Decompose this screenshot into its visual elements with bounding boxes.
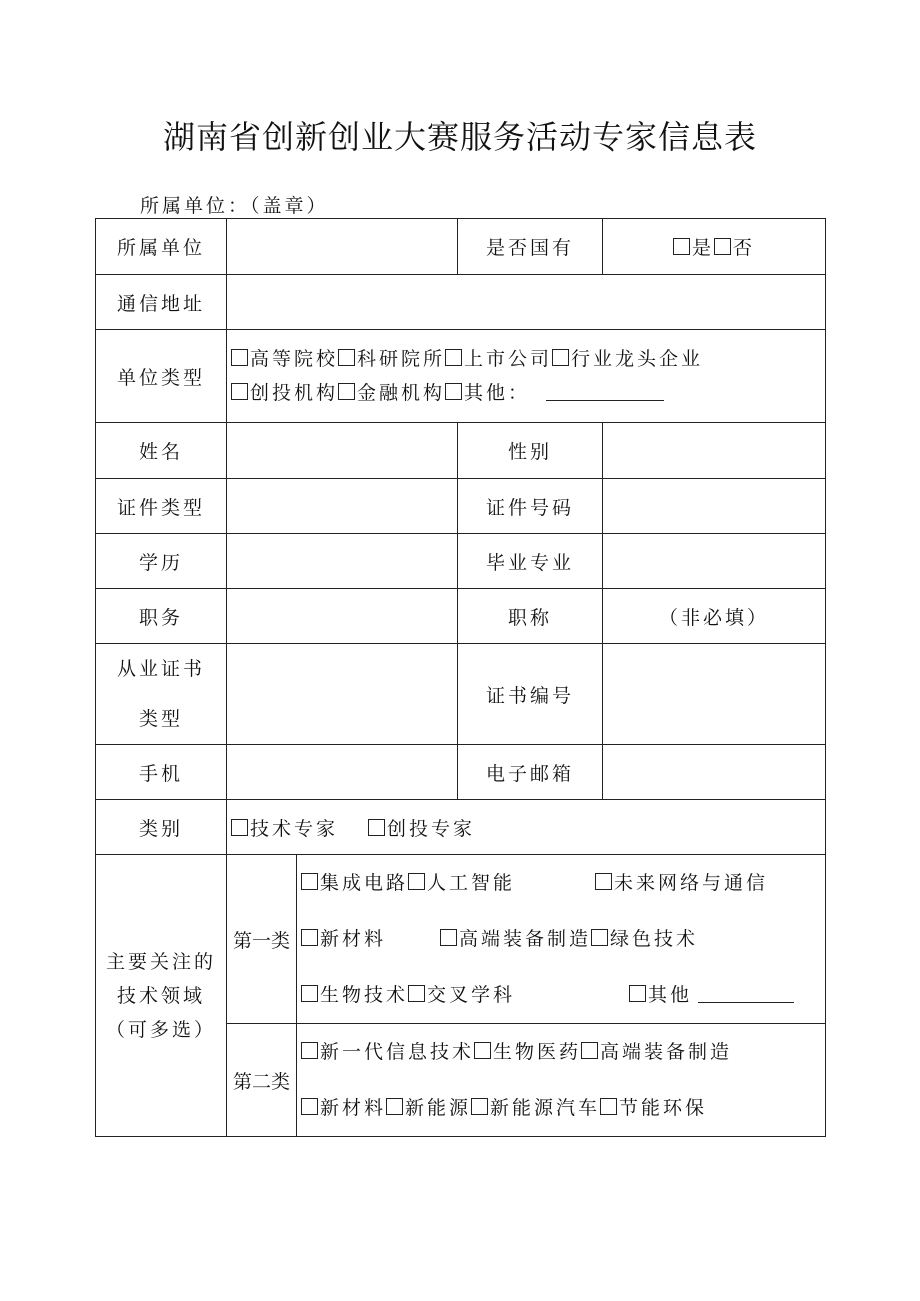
other-blank[interactable]	[546, 384, 664, 401]
option-label: 未来网络与通信	[614, 872, 769, 894]
checkbox[interactable]	[231, 349, 248, 366]
checkbox[interactable]	[440, 929, 457, 946]
label-name: 姓名	[96, 423, 227, 479]
option-label: 科研院所	[357, 348, 446, 370]
option-label: 高端装备制造	[459, 928, 592, 950]
row-focus-class1	[96, 855, 826, 1024]
option-label: 创投机构	[250, 382, 339, 404]
class2-line-1	[301, 1024, 825, 1080]
checkbox[interactable]	[231, 819, 248, 836]
label-class2: 第二类	[227, 1024, 297, 1137]
label-position: 职务	[96, 589, 227, 644]
checkbox[interactable]	[445, 349, 462, 366]
row-name	[96, 423, 826, 479]
unit-type-line-2	[231, 376, 825, 410]
class1-line-2	[301, 911, 825, 967]
row-category	[96, 800, 826, 855]
option-label: 新材料	[320, 928, 387, 950]
checkbox[interactable]	[552, 349, 569, 366]
field-position[interactable]	[227, 589, 458, 644]
option-label: 创投专家	[387, 817, 476, 840]
label-email: 电子邮箱	[458, 745, 603, 800]
option-label: 新一代信息技术	[320, 1041, 475, 1063]
class1-line-3	[301, 967, 825, 1023]
field-name[interactable]	[227, 423, 458, 479]
option-label: 人工智能	[427, 872, 516, 894]
option-label: 其他：	[464, 382, 531, 404]
checkbox[interactable]	[474, 1042, 491, 1059]
unit-stamp-line: 所属单位：（盖章）	[140, 195, 329, 217]
field-cert-number[interactable]	[603, 644, 826, 745]
label-cert-number: 证书编号	[458, 644, 603, 745]
checkbox[interactable]	[600, 1098, 617, 1115]
label-class1: 第一类	[227, 855, 297, 1024]
option-yes: 是	[691, 237, 714, 259]
label-major: 毕业专业	[458, 534, 603, 589]
label-mobile: 手机	[96, 745, 227, 800]
label-line: （可多选）	[105, 1018, 216, 1041]
option-label: 上市公司	[464, 348, 553, 370]
checkbox[interactable]	[591, 929, 608, 946]
option-label: 高端装备制造	[600, 1041, 733, 1063]
option-no: 否	[733, 237, 756, 259]
option-label: 新材料	[320, 1097, 387, 1119]
checkbox[interactable]	[629, 985, 646, 1002]
checkbox[interactable]	[338, 349, 355, 366]
checkbox[interactable]	[231, 383, 248, 400]
field-id-type[interactable]	[227, 479, 458, 534]
label-education: 学历	[96, 534, 227, 589]
option-label: 绿色技术	[610, 928, 699, 950]
option-label: 交叉学科	[427, 984, 516, 1006]
label-address: 通信地址	[96, 275, 227, 330]
label-state-owned: 是否国有	[458, 219, 603, 275]
label-line: 从业证书	[116, 658, 205, 680]
class1-line-1	[301, 855, 825, 911]
label-unit: 所属单位	[96, 219, 227, 275]
checkbox[interactable]	[338, 383, 355, 400]
field-class1	[297, 855, 826, 1024]
checkbox[interactable]	[386, 1098, 403, 1115]
field-unit-type	[227, 330, 826, 423]
field-address[interactable]	[227, 275, 826, 330]
row-unit-type	[96, 330, 826, 423]
field-state-owned	[603, 219, 826, 275]
label-focus	[96, 855, 227, 1137]
checkbox[interactable]	[368, 819, 385, 836]
checkbox[interactable]	[408, 873, 425, 890]
checkbox[interactable]	[301, 929, 318, 946]
checkbox[interactable]	[581, 1042, 598, 1059]
checkbox[interactable]	[595, 873, 612, 890]
label-line: 技术领域	[116, 984, 205, 1007]
checkbox[interactable]	[471, 1098, 488, 1115]
label-cert-type	[96, 644, 227, 745]
field-id-number[interactable]	[603, 479, 826, 534]
row-mobile	[96, 745, 826, 800]
unit-type-line-1	[231, 342, 825, 376]
field-unit[interactable]	[227, 219, 458, 275]
field-major[interactable]	[603, 534, 826, 589]
option-label: 新能源汽车	[490, 1097, 601, 1119]
option-label: 新能源	[405, 1097, 472, 1119]
class2-line-2	[301, 1080, 825, 1136]
checkbox[interactable]	[445, 383, 462, 400]
option-label: 节能环保	[619, 1097, 708, 1119]
option-label: 其他	[648, 984, 693, 1006]
checkbox-no[interactable]	[714, 238, 731, 255]
label-id-number: 证件号码	[458, 479, 603, 534]
page-title: 湖南省创新创业大赛服务活动专家信息表	[162, 118, 757, 156]
field-email[interactable]	[603, 745, 826, 800]
option-label: 生物技术	[320, 984, 409, 1006]
option-label: 生物医药	[493, 1041, 582, 1063]
row-address	[96, 275, 826, 330]
label-title: 职称	[458, 589, 603, 644]
row-cert	[96, 644, 826, 745]
label-category: 类别	[96, 800, 227, 855]
option-label: 高等院校	[250, 348, 339, 370]
field-gender[interactable]	[603, 423, 826, 479]
checkbox[interactable]	[301, 1042, 318, 1059]
checkbox-yes[interactable]	[673, 238, 690, 255]
label-line: 主要关注的	[105, 950, 216, 973]
field-cert-type[interactable]	[227, 644, 458, 745]
option-label: 金融机构	[357, 382, 446, 404]
option-label: 行业龙头企业	[571, 348, 704, 370]
checkbox[interactable]	[301, 985, 318, 1002]
row-position	[96, 589, 826, 644]
checkbox[interactable]	[301, 873, 318, 890]
label-unit-type: 单位类型	[96, 330, 227, 423]
field-mobile[interactable]	[227, 745, 458, 800]
option-label: 集成电路	[320, 872, 409, 894]
label-id-type: 证件类型	[96, 479, 227, 534]
row-id	[96, 479, 826, 534]
field-category	[227, 800, 826, 855]
label-gender: 性别	[458, 423, 603, 479]
row-unit	[96, 219, 826, 275]
option-label: 技术专家	[250, 817, 339, 840]
expert-info-form	[95, 218, 826, 1137]
field-education[interactable]	[227, 534, 458, 589]
checkbox[interactable]	[408, 985, 425, 1002]
field-title[interactable]: （非必填）	[603, 589, 826, 644]
checkbox[interactable]	[301, 1098, 318, 1115]
row-education	[96, 534, 826, 589]
other-blank[interactable]	[698, 986, 794, 1003]
label-line: 类型	[138, 708, 183, 730]
field-class2	[297, 1024, 826, 1137]
